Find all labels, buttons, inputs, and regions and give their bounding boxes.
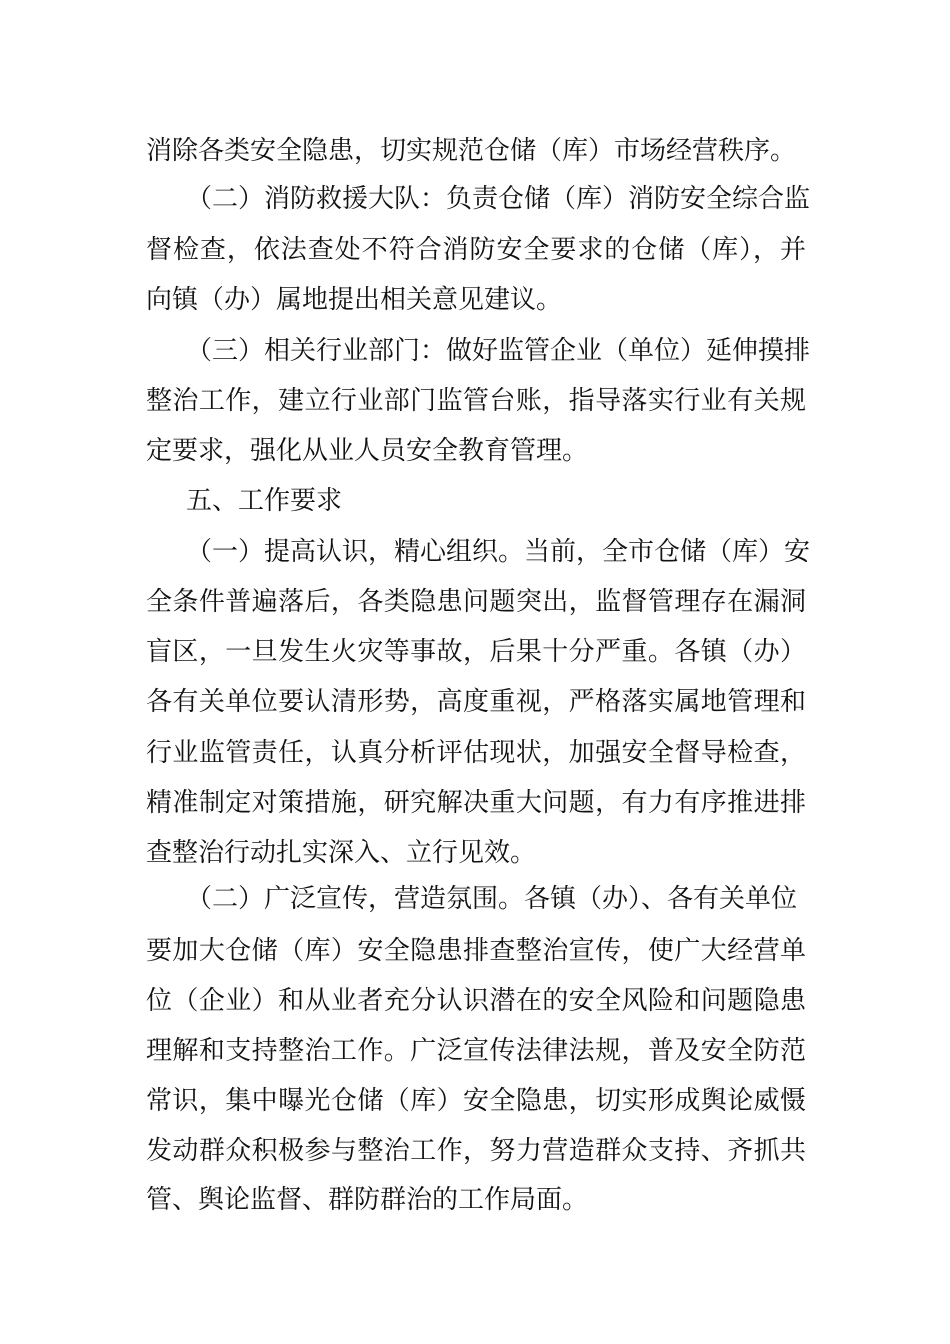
paragraph-publicity: （二）广泛宣传，营造氛围。各镇（办）、各有关单位 — [186, 884, 798, 914]
text-line: 向镇（办）属地提出相关意见建议。 — [146, 285, 563, 315]
text-line: 盲区，一旦发生火灾等事故，后果十分严重。各镇（办） — [146, 637, 806, 667]
text-line: 发动群众积极参与整治工作，努力营造群众支持、齐抓共 — [146, 1136, 806, 1166]
text-line: 定要求，强化从业人员安全教育管理。 — [146, 436, 589, 466]
section-heading-work-requirements: 五、工作要求 — [186, 486, 343, 516]
text-line: 督检查，依法查处不符合消防安全要求的仓储（库），并 — [146, 235, 806, 265]
text-line: 消除各类安全隐患，切实规范仓储（库）市场经营秩序。 — [146, 136, 797, 166]
text-line: 常识，集中曝光仓储（库）安全隐患，切实形成舆论威慑 — [146, 1086, 806, 1116]
paragraph-industry-departments: （三）相关行业部门：做好监管企业（单位）延伸摸排 — [186, 336, 811, 366]
text-line: 要加大仓储（库）安全隐患排查整治宣传，使广大经营单 — [146, 936, 806, 966]
text-line: 精准制定对策措施，研究解决重大问题，有力有序推进排 — [146, 788, 806, 818]
text-line: 整治工作，建立行业部门监管台账，指导落实行业有关规 — [146, 386, 806, 416]
text-line: 全条件普遍落后，各类隐患问题突出，监督管理存在漏洞 — [146, 587, 806, 617]
paragraph-fire-rescue-brigade: （二）消防救援大队：负责仓储（库）消防安全综合监 — [186, 184, 811, 214]
text-line: 管、舆论监督、群防群治的工作局面。 — [146, 1185, 589, 1215]
paragraph-raise-awareness: （一）提高认识，精心组织。当前，全市仓储（库）安 — [186, 537, 811, 567]
text-line: 位（企业）和从业者充分认识潜在的安全风险和问题隐患 — [146, 986, 806, 1016]
text-line: 理解和支持整治工作。广泛宣传法律法规，普及安全防范 — [146, 1036, 806, 1066]
text-line: 查整治行动扎实深入、立行见效。 — [146, 838, 537, 868]
text-line: 行业监管责任，认真分析评估现状，加强安全督导检查， — [146, 738, 806, 768]
text-line: 各有关单位要认清形势，高度重视，严格落实属地管理和 — [146, 687, 806, 717]
